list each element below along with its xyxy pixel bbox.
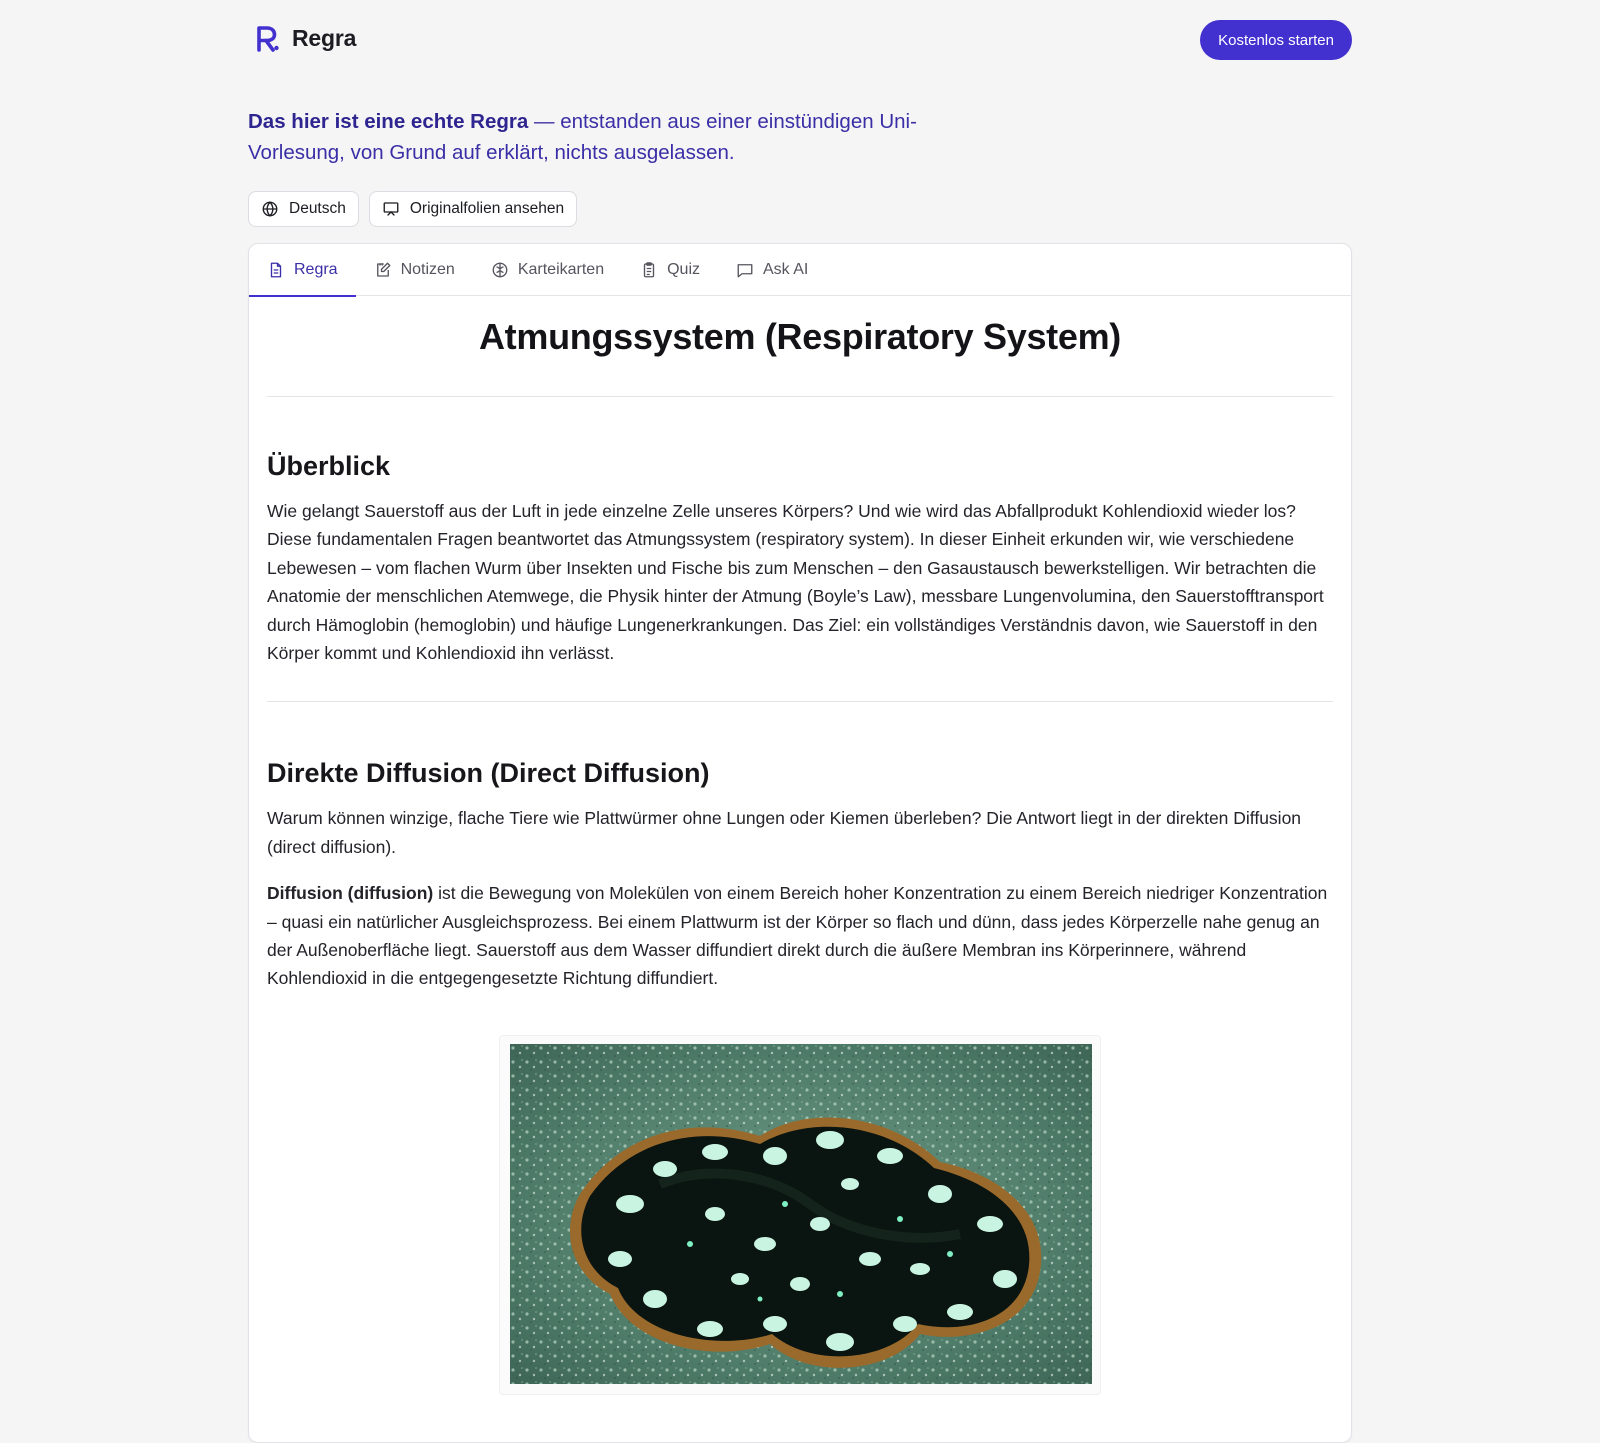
document-icon — [267, 261, 285, 279]
view-slides-label: Originalfolien ansehen — [409, 200, 565, 217]
diffusion-definition: ist die Bewegung von Molekülen von einem Bereich hoher Konzentration zu einem Bereich niedriger Konzentration – quasi ein natürlicher Ausgleichsprozess. Bei einem Plattwurm ist der Körper so flach und dünn, dass jedes Körperzelle nahe genug an der Außenoberfläche liegt. Sauerstoff aus dem Wasser diffundiert direkt durch die äußere Membran ins Körperinnere, während Kohlendioxid in die entgegengesetzte Richtung diffundiert. — [267, 883, 1328, 989]
clipboard-icon — [640, 261, 658, 279]
tab-quiz[interactable] — [622, 244, 718, 296]
document-content — [249, 316, 1351, 1395]
intro-bold: Das hier ist eine echte Regra — [248, 110, 529, 133]
intro-rest: — entstanden aus einer einstündigen Uni-Vorlesung, von Grund auf erklärt, nichts ausgelassen. — [248, 110, 917, 164]
tab-bar — [249, 244, 1351, 296]
overview-paragraph: Wie gelangt Sauerstoff aus der Luft in jede einzelne Zelle unseres Körpers? Und wie wird das Abfallprodukt Kohlendioxid wieder los? Diese fundamentalen Fragen beantwortet das Atmungssystem (respiratory system). In dieser Einheit erkunden wir, wie verschiedene Lebewesen – vom flachen Wurm über Insekten und Fische bis zum Menschen – den Gasaustausch bewerkstelligen. Wir betrachten die Anatomie der menschlichen Atemwege, die Physik hinter der Atmung (Boyle’s Law), messbare Lungenvolumina, den Sauerstofftransport durch Hämoglobin (hemoglobin) und häufige Lungenerkrankungen. Das Ziel: ein vollständiges Verständnis davon, wie Sauerstoff in den Körper kommt und Kohlendioxid ihn verlässt. — [267, 501, 1324, 664]
start-free-button[interactable]: Kostenlos starten — [1200, 20, 1352, 60]
top-header — [248, 0, 1352, 80]
tab-ask-ai-label: Ask AI — [763, 261, 809, 278]
action-chips — [248, 191, 577, 227]
edit-icon — [374, 261, 392, 279]
document-card — [248, 243, 1352, 1443]
tab-karteikarten-label: Karteikarten — [517, 261, 605, 278]
overview-heading: Überblick — [267, 451, 391, 481]
flatworm-image — [499, 1035, 1101, 1395]
globe-icon — [261, 200, 279, 218]
view-slides-button[interactable] — [369, 191, 577, 227]
tab-quiz-label: Quiz — [667, 261, 700, 278]
tab-karteikarten[interactable] — [473, 244, 622, 296]
brand-name: Regra — [292, 24, 357, 51]
regra-logo-icon — [254, 22, 280, 54]
diffusion-term: Diffusion (diffusion) — [267, 883, 434, 904]
tab-regra[interactable] — [249, 244, 356, 296]
brand[interactable] — [254, 22, 356, 54]
presentation-icon — [382, 200, 400, 218]
document-title: Atmungssystem (Respiratory System) — [478, 316, 1121, 357]
tab-notizen[interactable] — [356, 244, 473, 296]
intro-text — [248, 106, 948, 168]
diffusion-heading: Direkte Diffusion (Direct Diffusion) — [267, 758, 710, 789]
divider — [267, 701, 1333, 702]
tab-notizen-label: Notizen — [400, 261, 455, 278]
brain-icon — [491, 261, 509, 279]
language-button[interactable] — [248, 191, 359, 227]
tab-ask-ai[interactable] — [718, 244, 826, 296]
diffusion-paragraph-1: Warum können winzige, flache Tiere wie Plattwürmer ohne Lungen oder Kiemen überleben? Die Antwort liegt in der direkten Diffusion (direct diffusion). — [267, 808, 1302, 857]
divider — [267, 396, 1333, 397]
diffusion-paragraph-2 — [267, 879, 1333, 993]
flatworm-photo — [510, 1044, 1092, 1384]
language-label: Deutsch — [289, 200, 346, 217]
tab-regra-label: Regra — [294, 261, 338, 278]
chat-icon — [736, 261, 754, 279]
